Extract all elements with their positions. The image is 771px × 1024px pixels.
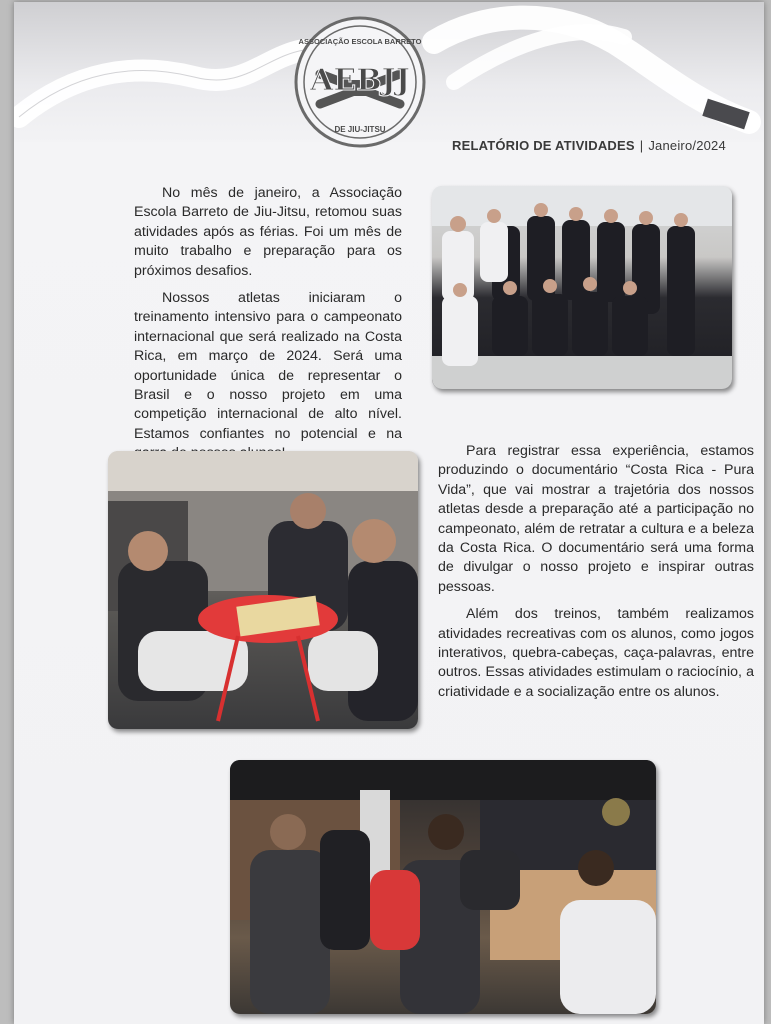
report-label: RELATÓRIO DE ATIVIDADES <box>452 138 635 153</box>
report-title <box>452 138 726 153</box>
paragraph: Nossos atletas iniciaram o treinamento intensivo para o campeonato internacional que será realizado na Costa Rica, em março de 2024. Será uma oportunidade única de representar o Brasil e o nosso projeto em uma competição internacional de alto nível. Estamos confiantes no potencial e na <box>134 290 402 442</box>
title-separator: | <box>639 138 644 153</box>
kids-board-game-photo <box>108 451 418 729</box>
logo-bottom-text: DE JIU-JITSU <box>334 125 386 134</box>
paragraph: Além dos treinos, também realizamos atividades recreativas com os alunos, como jogos interativos, quebra-cabeças, caça-palavras, entre outros. Essas atividades estimulam o raciocínio, a criatividade e a socialização entre os alunos. <box>438 606 754 700</box>
report-page <box>14 2 764 1024</box>
paragraph: No mês de janeiro, a Associação Escola Barreto de Jiu-Jitsu, retomou suas atividades após as férias. Foi um mês de muito trabalho e preparação para os próximos desafios. <box>134 185 402 279</box>
aebjj-logo <box>290 14 430 154</box>
paragraph: Para registrar essa experiência, estamos produzindo o documentário “Costa Rica - Pura Vida”, que vai mostrar a trajetória dos nossos atletas desde a preparação até a participação no campeonato, além de retratar a cultura e a beleza da Costa Rica. O documentário será uma forma de divulgar o nosso projeto e inspirar outras pessoas. <box>438 443 754 595</box>
documentary-text-block <box>438 442 754 710</box>
report-date: Janeiro/2024 <box>648 138 726 153</box>
logo-main-text: AEBJJ <box>310 63 410 98</box>
training-room-photo <box>230 760 656 1014</box>
team-group-photo <box>432 186 732 389</box>
intro-text-block <box>134 184 402 472</box>
logo-top-text: ASSOCIAÇÃO ESCOLA BARRETO <box>298 37 422 46</box>
